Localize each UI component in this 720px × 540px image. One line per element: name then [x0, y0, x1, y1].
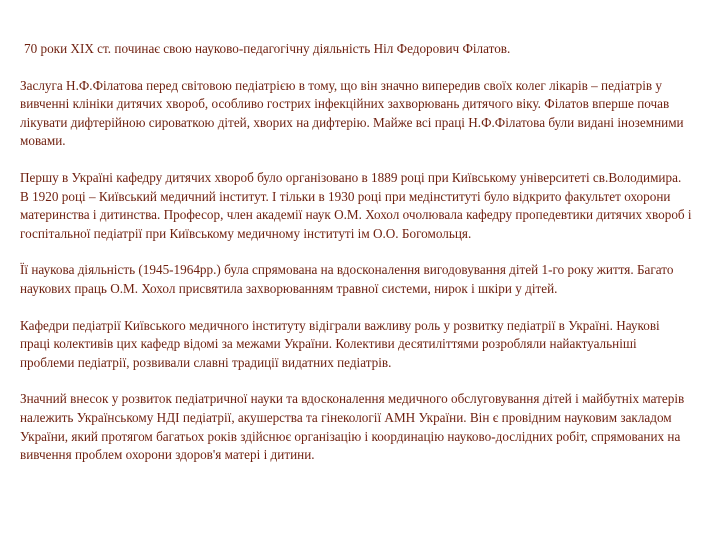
- paragraph-first-department: Першу в Україні кафедру дитячих хвороб було організовано в 1889 році при Київському університеті св.Володимира. В 1920 році – Київський медичний інститут. І тільки в 1930 році при медінституті було відкрито факультет охорони материнства і дитинства. Професор, член академії наук О.М. Хохол очолювала кафедру пропедевтики дитячих хвороб і госпітальної педіатрії при Київському медичному інституті ім О.О. Богомольця.: [20, 169, 692, 241]
- paragraph-khokhol-research: Її наукова діяльність (1945-1964рр.) була спрямована на вдосконалення вигодовування дітей 1-го року життя. Багато наукових праць О.М. Хохол присвятила захворюванням травної системи, нирок і шкіри у дітей.: [20, 262, 674, 296]
- paragraph-kyiv-departments: Кафедри педіатрії Київського медичного інституту відіграли важливу роль у розвитку педіатрії в Україні. Наукові праці колективів цих кафедр відомі за межами України. Колективи десятиліттями розробляли найактуальніші проблеми педіатрії, розвивали славні традиції видатних педіатрів.: [20, 317, 660, 370]
- paragraph-filatov-merits: Заслуга Н.Ф.Філатова перед світовою педіатрією в тому, що він значно випередив своїх колег лікарів – педіатрів у вивченні клініки дитячих хвороб, особливо гострих інфекційних захворювань дитячого віку. Філатов вперше почав лікувати дифтерійною сироваткою дітей, хворих на дифтерію. Майже всі праці Н.Ф.Філатова були видані іноземними мовами.: [20, 77, 684, 149]
- paragraph-research-institute: Значний внесок у розвиток педіатричної науки та вдосконалення медичного обслуговування дітей і майбутніх матерів належить Українському НДІ педіатрії, акушерства та гінекології АМН України. Він є провідним науковим закладом України, який протягом багатьох років здійснює організацію і координацію науково-дослідних робіт, спрямованих на вивчення проблем охорони здоров'я матері і дитини.: [20, 391, 685, 463]
- paragraph-intro-filatov: 70 роки XIX ст. починає свою науково-педагогічну діяльність Ніл Федорович Філатов.: [24, 41, 511, 56]
- text-body: [20, 40, 692, 465]
